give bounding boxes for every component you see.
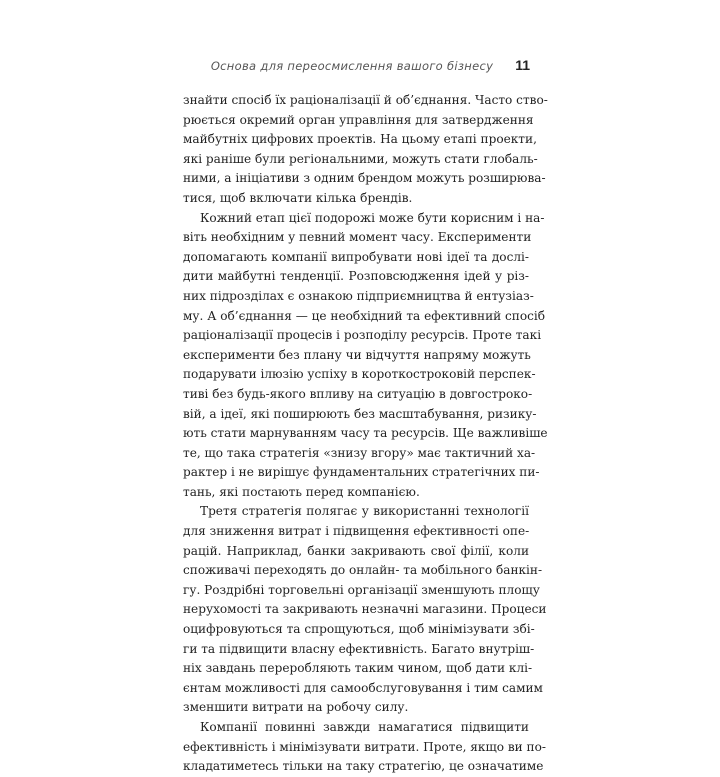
text-line: му. А об’єднання — це необхідний та ефективний спосіб	[183, 308, 546, 323]
text-line: майбутніх цифрових проектів. На цьому етапі проекти,	[183, 132, 537, 147]
text-line: які раніше були регіональними, можуть стати глобаль-	[183, 151, 538, 166]
text-line: Кожний етап цієї подорожі може бути корисним і на-	[200, 210, 545, 225]
paragraph	[183, 91, 548, 209]
text-line: єнтам можливості для самообслуговування і тим самим	[183, 680, 543, 695]
text-line: рюється окремий орган управління для затвердження	[183, 112, 534, 127]
text-line: подарувати ілюзію успіху в короткостроковій перспек-	[183, 367, 536, 382]
text-line: раціоналізації процесів і розподілу ресурсів. Проте такі	[183, 328, 542, 343]
text-line: ефективність і мінімізувати витрати. Проте, якщо ви по-	[183, 739, 546, 754]
text-line: Компанії повинні завжди намагатися підвищити	[200, 720, 529, 734]
text-line: гу. Роздрібні торговельні організації зменшують площу	[183, 582, 540, 597]
text-line: тань, які постають перед компанією.	[183, 484, 420, 499]
text-line: ють стати марнуванням часу та ресурсів. Ще важливіше	[183, 426, 548, 441]
text-line: дити майбутні тенденції. Розповсюдження ідей у різ-	[183, 269, 529, 284]
text-line: вій, а ідеї, які поширюють без масштабування, ризику-	[183, 406, 537, 421]
text-line: допомагають компанії випробувати нові ідеї та дослі-	[183, 249, 529, 264]
paragraph	[183, 718, 546, 777]
text-line: рактер і не вирішує фундаментальних стратегічних пи-	[183, 465, 540, 480]
text-line: експерименти без плану чи відчуття напряму можуть	[183, 347, 531, 362]
text-line: оцифровуються та спрощуються, щоб мінімізувати збі-	[183, 622, 535, 637]
text-line: ги та підвищити власну ефективність. Багато внутріш-	[183, 641, 535, 656]
body-text	[183, 91, 548, 777]
text-line: для зниження витрат і підвищення ефективності опе-	[183, 524, 530, 539]
text-line: споживачі переходять до онлайн- та мобільного банкін-	[183, 563, 543, 578]
text-line: тиві без будь-якого впливу на ситуацію в довгостроко-	[183, 386, 533, 401]
text-line: те, що така стратегія «знизу вгору» має тактичний ха-	[183, 445, 536, 460]
page-number: 11	[515, 57, 530, 73]
page-header	[180, 57, 530, 77]
text-line: зменшити витрати на робочу силу.	[183, 700, 409, 715]
text-line: них підрозділах є ознакою підприємництва й ентузіаз-	[183, 288, 534, 303]
text-line: рацій. Наприклад, банки закривають свої філії, коли	[183, 543, 529, 558]
text-line: ніх завдань переробляють таким чином, щоб дати клі-	[183, 661, 533, 676]
text-line: віть необхідним у певний момент часу. Експерименти	[183, 230, 532, 245]
paragraph	[183, 209, 548, 503]
text-line: кладатиметесь тільки на таку стратегію, це означатиме	[183, 759, 544, 774]
text-line: тися, щоб включати кілька брендів.	[183, 190, 413, 205]
text-line: знайти спосіб їх раціоналізації й об’єднання. Часто ство-	[183, 93, 548, 107]
text-line: Третя стратегія полягає у використанні технології	[200, 504, 529, 519]
text-line: нерухомості та закривають незначні магазини. Процеси	[183, 602, 547, 617]
running-title: Основа для переосмислення вашого бізнесу	[210, 59, 494, 73]
paragraph	[183, 502, 547, 718]
text-line: ними, а ініціативи з одним брендом можуть розширюва-	[183, 171, 546, 186]
